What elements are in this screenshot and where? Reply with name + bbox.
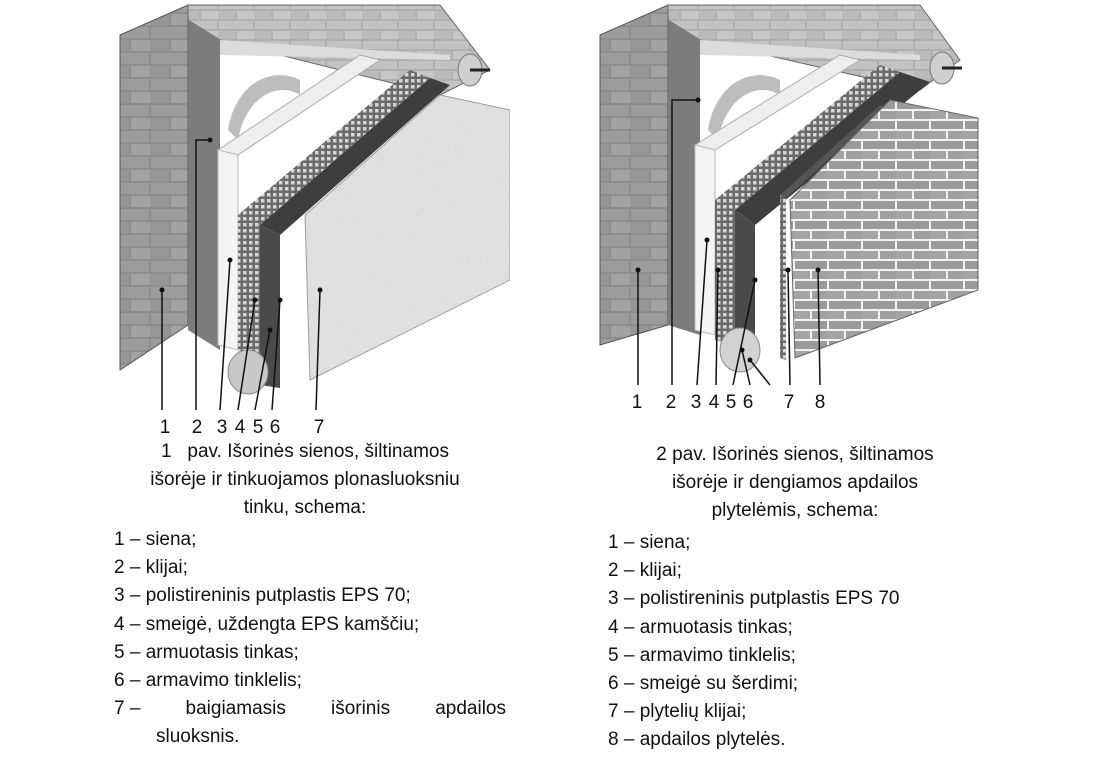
figure-2-legend bbox=[608, 529, 1008, 755]
legend-item: 7 – plytelių klijai; bbox=[608, 701, 747, 723]
callout-number: 7 bbox=[313, 417, 325, 438]
legend-item: 2 – klijai; bbox=[608, 560, 682, 582]
caption-line: išorėje ir tinkuojamos plonasluoksniu bbox=[150, 469, 460, 490]
caption-line: išorėje ir dengiamos apdailos bbox=[671, 472, 919, 493]
legend-item: 6 – smeigė su šerdimi; bbox=[608, 673, 799, 695]
legend-item-last bbox=[114, 695, 506, 723]
callout-number: 4 bbox=[234, 417, 246, 438]
callout-number: 8 bbox=[814, 392, 826, 413]
legend-item: 4 – armuotasis tinkas; bbox=[608, 616, 793, 638]
legend-word: 7 – bbox=[114, 698, 141, 720]
callout-number: 3 bbox=[690, 392, 702, 413]
legend-item: 4 – smeigė, uždengta EPS kamščiu; bbox=[114, 613, 420, 635]
figure-1-caption bbox=[105, 438, 505, 522]
legend-item: 6 – armavimo tinklelis; bbox=[114, 670, 302, 692]
figure-1-illustration bbox=[110, 0, 510, 440]
callout-number: 4 bbox=[708, 392, 720, 413]
callout-number: 5 bbox=[252, 417, 264, 438]
legend-item: 1 – siena; bbox=[114, 529, 197, 550]
callout-number: 5 bbox=[725, 392, 737, 413]
figure-2-caption bbox=[595, 441, 995, 525]
callout-number: 2 bbox=[665, 392, 677, 413]
caption-line: plytelėmis, schema: bbox=[711, 500, 879, 521]
legend-item: 5 – armavimo tinklelis; bbox=[608, 644, 796, 666]
legend-item: 1 – siena; bbox=[608, 532, 691, 553]
legend-word: baigiamasis bbox=[185, 698, 286, 720]
callout-number: 2 bbox=[191, 417, 203, 438]
callout-number: 6 bbox=[742, 392, 754, 413]
legend-item: 5 – armuotasis tinkas; bbox=[114, 641, 299, 663]
legend-word: išorinis bbox=[330, 698, 391, 720]
legend-word: apdailos bbox=[435, 698, 506, 720]
legend-item: 3 – polistireninis putplastis EPS 70 bbox=[608, 588, 900, 610]
legend-item: 3 – polistireninis putplastis EPS 70; bbox=[114, 585, 411, 607]
caption-line: 1 pav. Išorinės sienos, šiltinamos bbox=[161, 441, 449, 462]
legend-item: 8 – apdailos plytelės. bbox=[608, 729, 786, 751]
callout-number: 1 bbox=[631, 392, 643, 413]
callout-number: 7 bbox=[783, 392, 795, 413]
callout-number: 6 bbox=[269, 417, 281, 438]
legend-item: 2 – klijai; bbox=[114, 557, 188, 579]
caption-line: 2 pav. Išorinės sienos, šiltinamos bbox=[656, 444, 934, 465]
figure-2-illustration bbox=[590, 0, 990, 420]
legend-item-continuation: sluoksnis. bbox=[156, 726, 240, 748]
caption-line: tinku, schema: bbox=[243, 497, 367, 518]
callout-number: 1 bbox=[159, 417, 171, 438]
figure-1-legend bbox=[114, 526, 506, 752]
callout-number: 3 bbox=[216, 417, 228, 438]
